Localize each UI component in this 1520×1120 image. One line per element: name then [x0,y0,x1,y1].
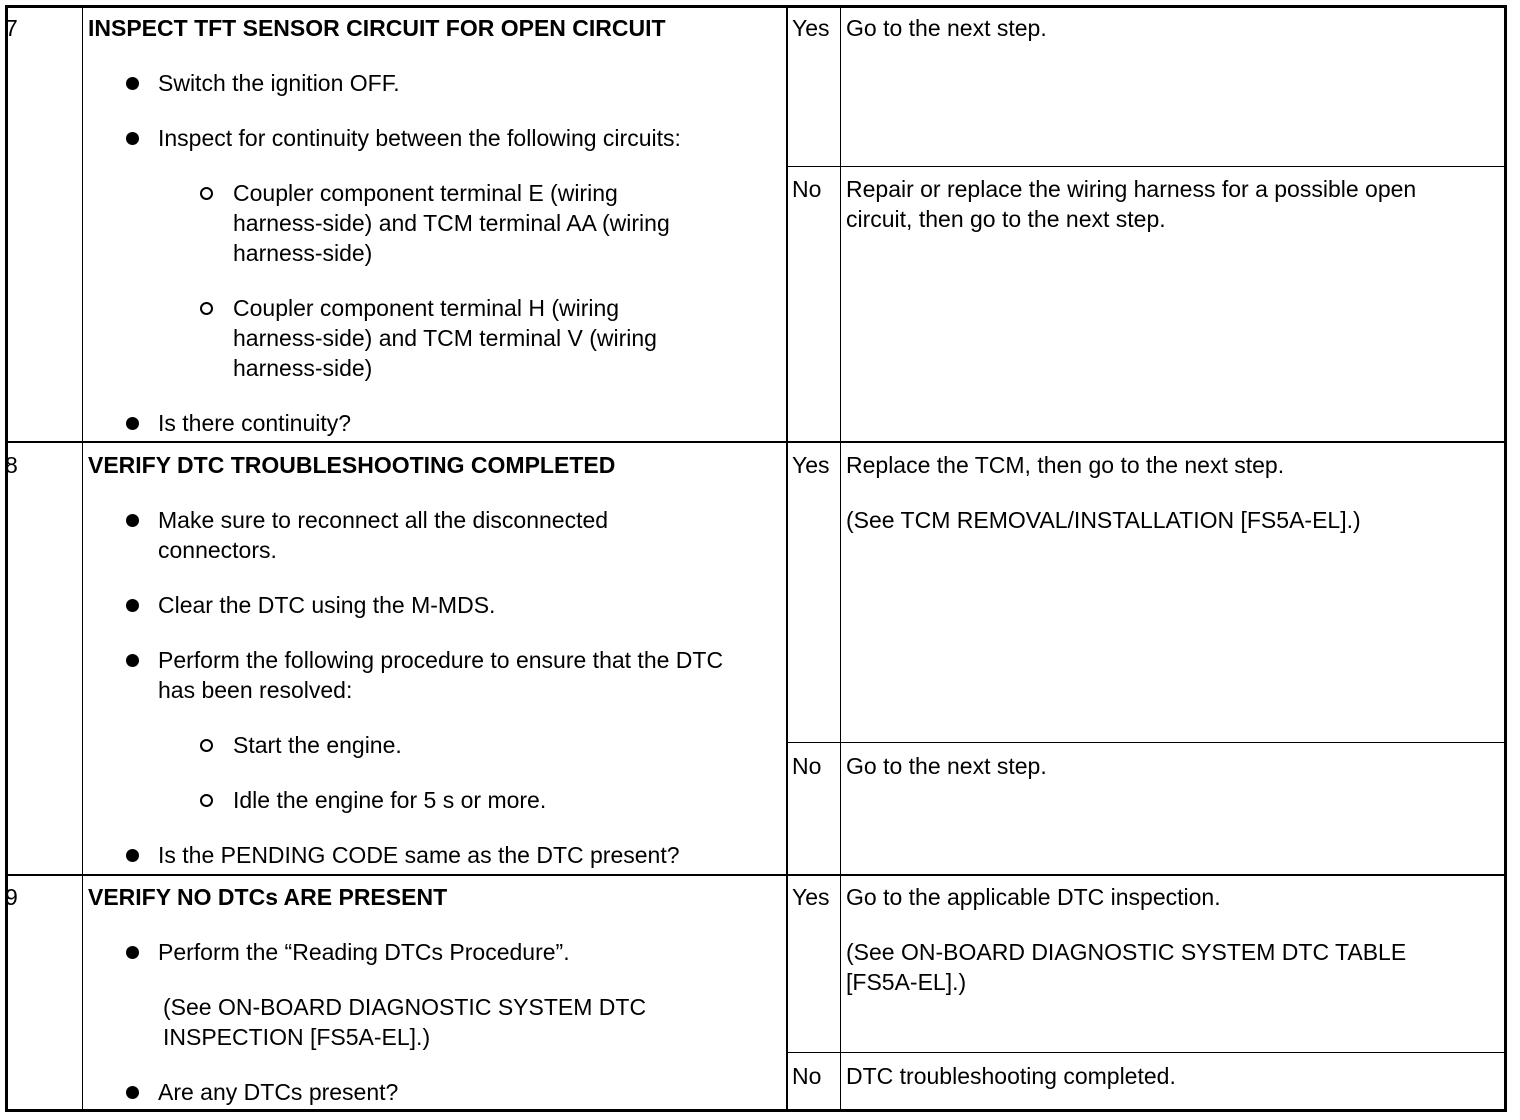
column-divider [840,8,841,1109]
bullet-item: Inspect for continuity between the following circuits: [126,123,746,153]
yes-reference-note: (See ON-BOARD DIAGNOSTIC SYSTEM DTC TABLE [FS5A-EL].) [846,939,1407,995]
yes-result: Go to the applicable DTC inspection. [846,884,1221,910]
no-result: Go to the next step. [846,753,1047,779]
bullet-item: Switch the ignition OFF. [126,68,746,98]
circle-bullet-icon [200,302,213,315]
bullet-icon [126,599,139,612]
bullet-item: Clear the DTC using the M-MDS. [126,590,746,620]
bullet-item: Perform the “Reading DTCs Procedure”. [126,937,746,967]
step-title: VERIFY DTC TROUBLESHOOTING COMPLETED [88,452,616,478]
column-divider [786,8,788,1109]
bullet-icon [126,1086,139,1099]
bullet-item: Is the PENDING CODE same as the DTC present? [126,840,746,870]
sub-bullet-item: Coupler component terminal E (wiring harness-side) and TCM terminal AA (wiring harness-side) [200,178,700,268]
bullet-icon [126,132,139,145]
no-label: No [792,1063,822,1089]
step-number: 8 [5,452,18,478]
no-label: No [792,753,822,779]
bullet-reference-note: (See ON-BOARD DIAGNOSTIC SYSTEM DTC INSPECTION [FS5A-EL].) [163,994,647,1050]
bullet-icon [126,654,139,667]
bullet-item: Make sure to reconnect all the disconnected connectors. [126,505,686,565]
yes-result: Go to the next step. [846,15,1047,41]
bullet-icon [126,514,139,527]
yes-reference-note: (See TCM REMOVAL/INSTALLATION [FS5A-EL].) [846,507,1361,533]
yes-no-divider [786,742,1504,743]
bullet-icon [126,77,139,90]
column-divider [82,8,83,1109]
yes-no-divider [786,166,1504,167]
no-result: Repair or replace the wiring harness for a possible open circuit, then go to the next step. [846,176,1417,232]
bullet-icon [126,417,139,430]
circle-bullet-icon [200,739,213,752]
step-number: 9 [5,884,18,910]
row-divider [8,441,1504,443]
sub-bullet-item: Coupler component terminal H (wiring harness-side) and TCM terminal V (wiring harness-side) [200,293,700,383]
yes-no-divider [786,1052,1504,1053]
yes-result: Replace the TCM, then go to the next step. [846,452,1285,478]
bullet-item: Are any DTCs present? [126,1077,746,1107]
step-title: VERIFY NO DTCs ARE PRESENT [88,884,448,910]
no-result: DTC troubleshooting completed. [846,1063,1176,1089]
no-label: No [792,176,822,202]
circle-bullet-icon [200,794,213,807]
sub-bullet-item: Idle the engine for 5 s or more. [200,785,730,815]
step-title: INSPECT TFT SENSOR CIRCUIT FOR OPEN CIRCUIT [88,15,666,41]
bullet-icon [126,946,139,959]
yes-label: Yes [792,452,830,478]
bullet-item: Perform the following procedure to ensure that the DTC has been resolved: [126,645,736,705]
step-number: 7 [5,15,18,41]
bullet-item: Is there continuity? [126,408,746,438]
circle-bullet-icon [200,187,213,200]
bullet-icon [126,849,139,862]
sub-bullet-item: Start the engine. [200,730,730,760]
yes-label: Yes [792,884,830,910]
yes-label: Yes [792,15,830,41]
row-divider [8,874,1504,876]
